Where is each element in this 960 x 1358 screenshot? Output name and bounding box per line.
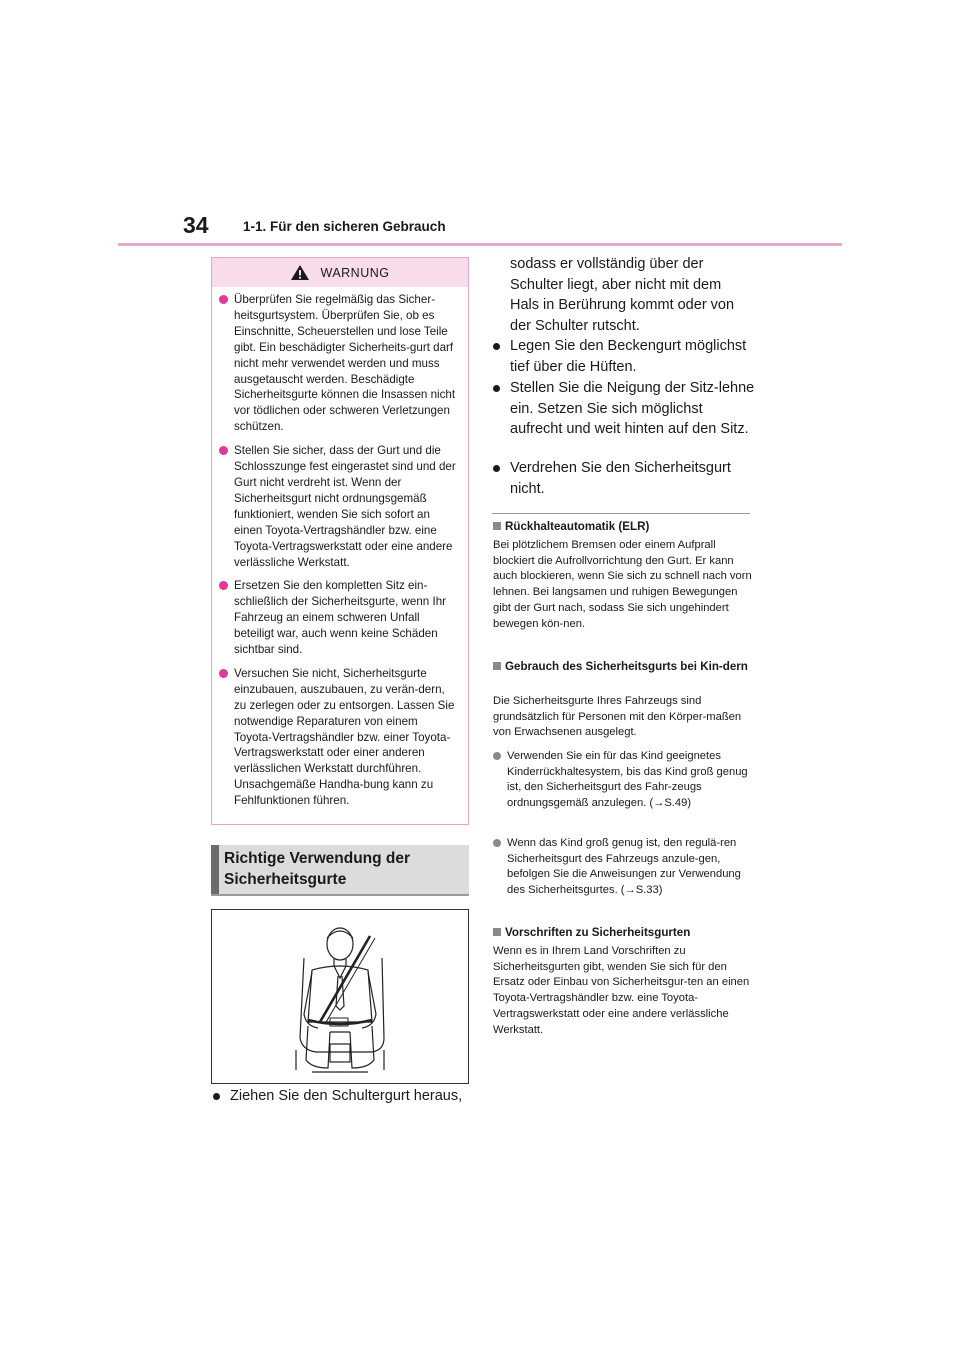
header-rule bbox=[118, 243, 842, 246]
square-bullet-icon bbox=[493, 662, 501, 670]
section-title-line1: Richtige Verwendung der bbox=[224, 850, 411, 867]
seated-person-seatbelt-icon bbox=[212, 910, 468, 1083]
note-heading-children: Gebrauch des Sicherheitsgurts bei Kin-dern bbox=[493, 659, 755, 674]
warning-list bbox=[212, 287, 468, 809]
bullet-dot-icon bbox=[493, 385, 500, 392]
bullet-dot-icon bbox=[213, 1093, 220, 1100]
warning-header bbox=[212, 258, 468, 287]
instruction-item: Verdrehen Sie den Sicherheitsgurt nicht. bbox=[493, 458, 755, 499]
seatbelt-illustration bbox=[211, 909, 469, 1084]
section-title-bar bbox=[211, 845, 219, 894]
bullet-dot-icon bbox=[493, 343, 500, 350]
section-title-line2: Sicherheitsgurte bbox=[224, 871, 347, 888]
square-bullet-icon bbox=[493, 928, 501, 936]
page-number: 34 bbox=[183, 212, 209, 238]
note-text-elr: Bei plötzlichem Bremsen oder einem Aufprall blockiert die Aufrollvorrichtung den Gurt. Er kann auch blockieren, wenn Sie sich zu schnell nach vorn lehnen. Bei langsamen und ruhigen Bewegungen gibt der Gurt nach, sodass Sie sich ungehindert bewegen kön-nen. bbox=[493, 539, 752, 630]
instruction-item: Stellen Sie die Neigung der Sitz-lehne ein. Setzen Sie sich möglichst aufrecht und weit hinten auf den Sitz. bbox=[493, 378, 755, 440]
bullet-dot-icon bbox=[219, 295, 228, 304]
instruction-item: Ziehen Sie den Schultergurt heraus, bbox=[213, 1086, 473, 1107]
warning-box bbox=[211, 257, 469, 825]
warning-item: Überprüfen Sie regelmäßig das Sicher-heitsgurtsystem. Überprüfen Sie, ob es Einschnitte, Scheuerstellen und lose Teile gibt. Ein beschädigter Sicherheits-gurt darf nicht mehr verwendet werden und muss ausgetauscht werden. Beschädigte Sicherheitsgurte können die Insassen nicht vor tödlichen oder schweren Verletzungen schützen. bbox=[219, 292, 458, 435]
divider bbox=[492, 513, 750, 514]
square-bullet-icon bbox=[493, 522, 501, 530]
note-item: Verwenden Sie ein für das Kind geeignetes Kinderrückhaltesystem, bis das Kind groß genug ist, den Sicherheitsgurt des Fahr-zeugs ordnungsgemäß anzulegen. (→S.49) bbox=[493, 749, 755, 812]
bullet-dot-icon bbox=[493, 752, 501, 760]
bullet-dot-icon bbox=[219, 581, 228, 590]
bullet-dot-icon bbox=[493, 465, 500, 472]
note-text-children: Die Sicherheitsgurte Ihres Fahrzeugs sind grundsätzlich für Personen mit den Körper-maßen von Erwachsenen ausgelegt. bbox=[493, 695, 742, 739]
warning-item: Ersetzen Sie den kompletten Sitz ein-schließlich der Sicherheitsgurte, wenn Ihr Fahrzeug an einem schweren Unfall beteiligt war, auch wenn keine Schäden sichtbar sind. bbox=[219, 578, 458, 658]
warning-item: Versuchen Sie nicht, Sicherheitsgurte einzubauen, auszubauen, zu verän-dern, zu zerlegen oder zu entsorgen. Lassen Sie notwendige Reparaturen von einem Toyota-Vertragshändler bzw. einer Toyota-Vertragswerkstatt oder einer anderen verlässlichen Werkstatt durchführen. Unsachgemäße Handha-bung kann zu Fehlfunktionen führen. bbox=[219, 666, 458, 809]
instruction-item: Legen Sie den Beckengurt möglichst tief über die Hüften. bbox=[493, 336, 755, 377]
section-title bbox=[211, 845, 469, 896]
instruction-continuation: sodass er vollständig über der Schulter liegt, aber nicht mit dem Hals in Berührung kommt oder von der Schulter rutscht. bbox=[510, 256, 735, 334]
warning-label: WARNUNG bbox=[320, 265, 390, 280]
note-item: Wenn das Kind groß genug ist, den regulä-ren Sicherheitsgurt des Fahrzeugs anzule-gen, befolgen Sie die Anweisungen zur Verwendung des Sicherheitsgurtes. (→S.33) bbox=[493, 836, 755, 899]
note-heading-elr: Rückhalteautomatik (ELR) bbox=[493, 519, 649, 534]
warning-item: Stellen Sie sicher, dass der Gurt und die Schlosszunge fest eingerastet sind und der Gurt nicht verdreht ist. Wenn der Sicherheitsgurt nicht ordnungsgemäß funktioniert, wenden Sie sich sofort an einen Toyota-Vertragshändler bzw. eine Toyota-Vertragswerkstatt oder eine andere verlässliche Werkstatt. bbox=[219, 443, 458, 570]
bullet-dot-icon bbox=[493, 839, 501, 847]
bullet-dot-icon bbox=[219, 446, 228, 455]
section-header: 1-1. Für den sicheren Gebrauch bbox=[243, 219, 446, 234]
note-heading-rules: Vorschriften zu Sicherheitsgurten bbox=[493, 925, 690, 940]
note-text-rules: Wenn es in Ihrem Land Vorschriften zu Sicherheitsgurten gibt, wenden Sie sich für den Ersatz oder Einbau von Sicherheitsgur-ten an einen Toyota-Vertragshändler bzw. eine Toyota-Vertragswerkstatt oder eine andere verlässliche Werkstatt. bbox=[493, 945, 750, 1036]
warning-triangle-icon bbox=[290, 264, 310, 281]
bullet-dot-icon bbox=[219, 669, 228, 678]
